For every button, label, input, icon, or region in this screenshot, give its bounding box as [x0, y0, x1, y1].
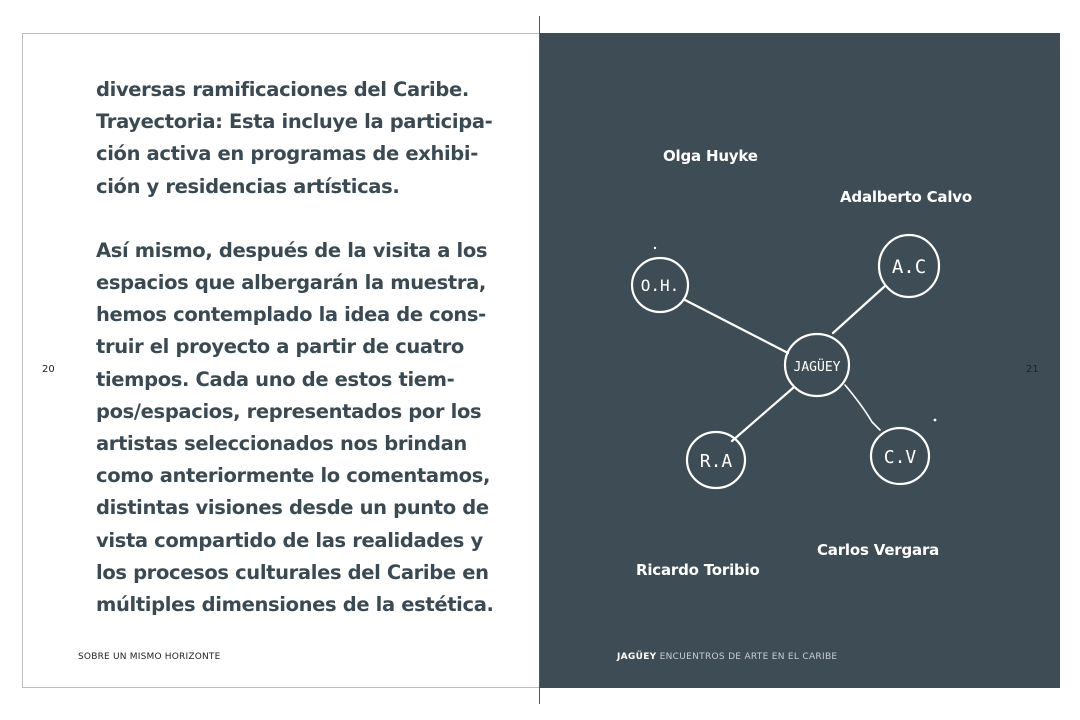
text-line: diversas ramificaciones del Caribe.: [96, 78, 469, 101]
text-line: hemos contemplado la idea de cons-: [96, 303, 486, 327]
artist-name-adalberto-calvo: Adalberto Calvo: [840, 188, 972, 206]
connector-line-ra: [732, 388, 793, 441]
text-line: truir el proyecto a partir de cuatro: [96, 335, 464, 359]
page-number-right: 21: [1026, 364, 1039, 375]
footer-subtitle: ENCUENTROS DE ARTE EN EL CARIBE: [659, 652, 838, 662]
ink-speck: [654, 247, 656, 249]
text-line: espacios que albergarán la muestra,: [96, 271, 486, 295]
text-line: artistas seleccionados nos brindan: [96, 432, 467, 456]
text-line: los procesos culturales del Caribe en: [96, 560, 489, 584]
node-label-ac: A.C: [891, 256, 927, 278]
text-line: múltiples dimensiones de la estética.: [96, 593, 494, 617]
text-line: pos/espacios, representados por los: [96, 399, 482, 423]
text-line: vista compartido de las realidades y: [96, 528, 483, 552]
footer-brand: JAGÜEY: [617, 652, 657, 662]
paragraph: [96, 74, 496, 203]
artist-name-ricardo-toribio: Ricardo Toribio: [636, 561, 760, 579]
paragraph: [96, 235, 496, 621]
ink-speck: [934, 419, 937, 422]
connector-line-oh: [685, 300, 788, 353]
node-label-oh: O.H.: [640, 276, 680, 295]
text-line: distintas visiones desde un punto de: [96, 496, 489, 520]
text-line: Trayectoria: Esta incluye la participa-: [96, 110, 493, 134]
artist-name-olga-huyke: Olga Huyke: [663, 147, 758, 165]
artist-network-sketch: [540, 33, 1060, 688]
connector-line-ac: [833, 286, 885, 333]
body-text: [96, 74, 496, 621]
text-line: como anteriormente lo comentamos,: [96, 464, 491, 488]
text-line: Así mismo, después de la visita a los: [96, 238, 488, 262]
node-label-ra: R.A: [699, 451, 733, 472]
text-line: tiempos. Cada uno de estos tiem-: [96, 367, 455, 391]
connector-line-cv: [845, 385, 880, 430]
node-label-cv: C.V: [883, 447, 917, 468]
running-footer-left: SOBRE UN MISMO HORIZONTE: [78, 652, 221, 662]
text-line: ción y residencias artísticas.: [96, 174, 400, 198]
page-number-left: 20: [42, 364, 55, 375]
node-label-jaguey: JAGÜEY: [793, 360, 841, 375]
artist-name-carlos-vergara: Carlos Vergara: [817, 541, 940, 559]
text-line: ción activa en programas de exhibi-: [96, 142, 478, 166]
